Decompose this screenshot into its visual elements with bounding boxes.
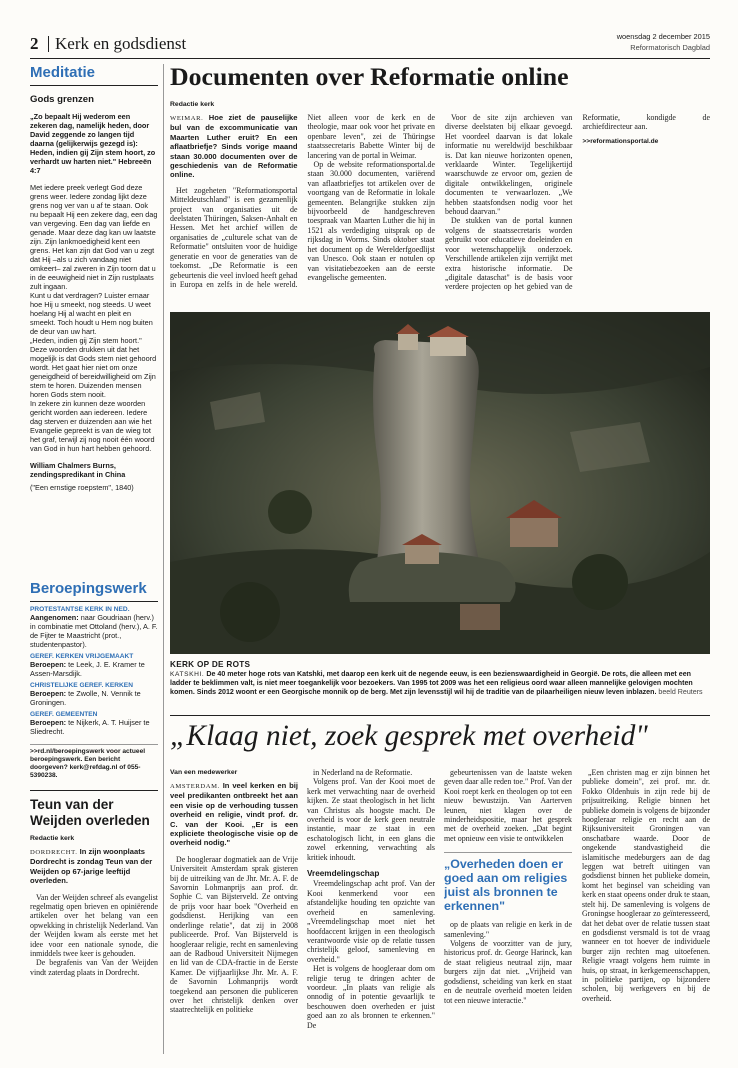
beroepingswerk-column (30, 580, 158, 780)
header-rule (30, 58, 710, 59)
klaag-pullquote: „Overheden doen er goed aan om religies juist als bronnen te erkennen" (444, 852, 572, 913)
sidebar-divider (163, 64, 164, 1054)
klaag-headline: „Klaag niet, zoek gesprek met overheid" (170, 720, 648, 752)
teun-dateline: DORDRECHT. (30, 849, 78, 856)
paragraph: Volgens de voorzitter van de jury, historicus prof. dr. George Harinck, kan de staat religieus neutraal zijn, maar burgers zijn dat niet. „Vrijheid van godsdienst, scheiding van kerk en staat en de neutrale overheid moeten leiden tot een nieuwe interactie." (444, 939, 572, 1005)
header-paper: Reformatorisch Dagblad (630, 43, 710, 52)
reformatie-byline: Redactie kerk (170, 101, 215, 108)
paragraph: „Een christen mag er zijn binnen het publieke domein", zei prof. mr. dr. Fokko Oldenhuis in zijn rede bij de prijsuitreiking. Religie binnen het publieke domein is volgens de bijzonder hoogleraar religie en recht aan de Rijksuniversiteit Groningen van onschatbare waarde. Door de ongekende standvastigheid die islamitische medeburgers aan de dag leggen wat betreft uitingen van godsdienst binnen het publieke domein, komt het beginsel van scheiding van kerk en staat opeens onder druk te staan, stelt hij. De samenleving is volgens de Groningse hoogleraar zo geïnteresseerd, dat het debat over de relatie tussen staat en godsdienst versmald is tot de vraag wanneer en tot hoever de individuele burger zijn rechten mag uitoefenen. Religie vraagt volgens hem ruimte in huis, op straat, in kerkgemeenschappen, in politieke partijen, op bijzondere scholen, bij werkgevers en bij de overheid. (582, 768, 710, 1003)
page-number: 2 (30, 34, 39, 53)
beroep-group (30, 682, 158, 707)
meditatie-column (30, 64, 158, 574)
reformatie-headline: Documenten over Reformatie online (170, 62, 569, 91)
beroep-label: Beroepen: (30, 718, 67, 727)
paragraph: Kunt u dat verdragen? Luister ernaar hoe Hij u smeekt, nog steeds. U weet hoelang Hij al wacht en pleit en smeekt. Toch houdt u Hem nog buiten de deur van uw hart. (30, 291, 153, 336)
photo-credit: beeld Reuters (658, 688, 703, 696)
church-name: GEREF. KERKEN VRIJGEMAAKT (30, 653, 134, 660)
klaag-byline: Van een medewerker (170, 769, 238, 776)
beroep-text: naar Goudriaan (herv.) in combinatie met Ottoland (herv.), A. F. de Fijter te Maastricht (prot., studentenpastor). (30, 613, 158, 649)
klaag-col-b (307, 768, 435, 1056)
meditatie-lede: „Zo bepaalt Hij wederom een zekeren dag, namelijk heden, door David zeggende zo langen tijd daarna (gelijkerwijs gezegd is): Heden, indien gij Zijn stem hoort, zo verhardt uw harten niet." Hebreeën 4:7 (30, 112, 156, 175)
header-divider (48, 36, 49, 52)
paragraph: Het zogeheten "Reformationsportal Mitteldeutschland" is een gezamenlijk project van organisaties uit de deelstaten Thüringen, Saksen-Anhalt en Hessen. Met het archief willen de organisaties de „culturele schat van de Reformatie" ontsluiten voor de huidige generatie en voor de generaties van de toekomst. „De Reformatie is een gebeurtenis die veel invloed heeft gehad in Europa en zelfs in de hele wereld. Niet alleen voor de kerk en de theologie, maar ook voor het private en openbare leven", zei de Thüringse staatssecretaris Babette Winter bij de lancering van de portal in Weimar. (170, 113, 435, 289)
beroep-text: te Zwolle, N. Vennik te Groningen. (30, 689, 141, 707)
meditatie-body (30, 183, 158, 453)
paragraph: De begrafenis van Van der Weijden vindt zaterdag plaats in Dordrecht. (30, 958, 158, 977)
beroep-label: Beroepen: (30, 660, 67, 669)
teun-headline: Teun van der Weijden overleden (30, 797, 150, 828)
meditatie-title: Gods grenzen (30, 94, 94, 105)
beroep-label: Beroepen: (30, 689, 67, 698)
photo-caption (170, 670, 710, 697)
church-name: CHRISTELIJKE GEREF. KERKEN (30, 682, 133, 689)
paragraph: De stukken van de portal kunnen volgens de staatssecretaris worden gebruikt voor educatieve doeleinden en voor wetenschappelijk onderzoek. Verschillende artikelen zijn verrijkt met extra historische informatie. De „digitale dataschat" is de basis voor verdere projecten op het gebied van de Reformatie, kondigde de archiefdirecteur aan. (445, 113, 710, 292)
meditatie-source: ("Een ernstige roepstem", 1840) (30, 483, 134, 492)
paragraph: Het is volgens de hoogleraar dom om religie terug te dringen achter de voordeur. „In plaats van religie als onnodig of in potentie gevaarlijk te beschouwen doen overheden er juist goed aan zo als bronnen te erkennen." De (307, 964, 435, 1030)
paragraph: gebeurtenissen van de laatste weken geven daar alle reden toe." Prof. Van der Kooi roept kerk en theologen op tot een nieuw bewustzijn. Van Aarterven leunen, niet klagen over de minderheidspositie, maar het gesprek met de overheid zoeken. „Dat begint met opnieuw een visie te ontwikkelen (444, 768, 572, 843)
beroepingswerk-label: Beroepingswerk (30, 580, 147, 597)
church-name: PROTESTANTSE KERK IN NED. (30, 606, 130, 613)
beroep-group (30, 653, 158, 678)
photo-location: KATSKHI. (170, 671, 205, 678)
page-header (30, 32, 710, 58)
reformatie-link[interactable]: >>reformationsportal.de (582, 137, 659, 145)
paragraph: „Heden, indien gij Zijn stem hoort." Deze woorden drukken uit dat het mogelijk is dat Gods stem niet gehoord wordt. Het gaat hier niet om onze geneigdheid of bereidwilligheid om Zijn stem te horen. Duizenden mensen horen Gods stem nooit. (30, 336, 157, 399)
klaag-lede: In veel kerken en bij veel predikanten ontbreekt het aan een visie op de verhouding tussen overheid en religie, vindt prof. dr. C. van der Kooi. „Er is een expliciete theologische visie op de overheid nodig." (170, 781, 298, 848)
reformatie-dateline: WEIMAR. (170, 115, 204, 122)
paragraph: Met iedere preek verlegt God deze grens weer. Iedere zondag lijkt deze grens nog ver van u af te staan. Ook nu bepaalt Hij een zekere dag, een dag van vergeving. Een dag van liefde en genade. Maar deze dag kan uw laatste zijn. Zijn lankmoedigheid kent een grens. Het kan zijn dat God van u zegt dat Hij –als u zich vandaag niet omkeert– zal zweren in Zijn toorn dat u in de eeuwigheid niet in Zijn rustplaats zult ingaan. (30, 183, 158, 291)
paragraph: Vreemdelingschap acht prof. Van der Kooi kenmerkend voor een afstandelijke houding ten opzichte van overheid en samenleving. „Vreemdelingschap moet niet het hoofdaccent krijgen in een theologisch verantwoorde visie op de relatie tussen christelijk geloof, samenleving en overheid." (307, 879, 435, 964)
klaag-col-a (170, 781, 298, 1056)
paragraph: op de plaats van religie en kerk in de samenleving." (444, 920, 572, 939)
paragraph: De hoogleraar dogmatiek aan de Vrije Universiteit Amsterdam sprak gisteren bij de uitreiking van de Jhr. Mr. A. F. de Savornin Lohmanprijs aan prof. dr. Sophie C. van Bijsterveld. Ze ontving de prijs voor haar boek "Overheid en godsdienst. Herijking van een onderlinge relatie", dat zij in 2008 publiceerde. Prof. Van Bijsterveld is hoogleraar religie, recht en samenleving aan de Radboud Universiteit Nijmegen en lid van de CDA-fractie in de Eerste Kamer. De vijfjaarlijkse Jhr. Mr. A. F. de Savornin Lohmanprijs wordt toegekend aan personen die publiceren over het christelijk denken over staatrechtelijk en politieke (170, 854, 298, 1015)
beroep-text: te Nijkerk, A. T. Huijser te Sliedrecht. (30, 718, 150, 736)
katskhi-pillar-illustration (170, 312, 710, 654)
paragraph: Voor de site zijn archieven van diverse deelstaten bij elkaar gevoegd. Het voordeel daarvan is dat lokale informatie nu wereldwijd beschikbaar is. Dat kan nieuwe horizonten openen, verklaarde Winter. Tegelijkertijd waarschuwde ze ervoor om, gezien de digitale ontwikkelingen, originele documenten te verwaarlozen. „We hebben staatsfondsen nodig voor het behoud daarvan." (445, 113, 573, 217)
photo-caption-text: De 40 meter hoge rots van Katshki, met daarop een kerk uit de negende eeuw, is een bezienswaardigheid in Georgië. De rots, die alleen met een ladder te beklimmen valt, is niet meer toegankelijk voor bezoekers. Van 1995 tot 2009 was het een religieus oord waar alleen mannelijke gelovigen mochten komen. Sinds 2012 woont er een Georgische monnik op de berg. Met zijn levensstijl wil hij de traditie van de pilaarheiligen nieuw leven inblazen. (170, 670, 693, 696)
reformatie-body (170, 113, 710, 298)
klaag-rule (170, 715, 710, 716)
paragraph: Op de website reformationsportal.de staan 30.000 documenten, variërend van aflaatbriefjes tot artikelen over de voortgang van de Reformatie in lokale gemeenten. Belangrijke stukken zijn bijvoorbeeld de handgeschreven toespraak van Maarten Luther die hij in 1521 als verdediging uitsprak op de rijksdag in Worms. Sinds oktober staat het document op de Werelderfgoedlijst van Unesco. Ook staan er notulen op van visitatiebezoeken aan de eerste evangelische gemeenten. (307, 160, 435, 282)
beroep-text: te Leek, J. E. Kramer te Assen-Marsdijk. (30, 660, 145, 678)
reformatie-lede: Hoe ziet de pauselijke bul van de excommunicatie van Maarten Luther eruit? En een aflaatbriefje? Sinds vorige maand staan 30.000 documenten over de geschiedenis van de Reformatie online. (170, 113, 298, 180)
klaag-col-d (582, 768, 710, 1056)
meditatie-label: Meditatie (30, 64, 96, 81)
paragraph: in Nederland na de Reformatie. (313, 768, 413, 777)
header-date: woensdag 2 december 2015 (616, 32, 710, 41)
paragraph: Volgens prof. Van der Kooi moet de kerk met verwachting naar de overheid kijken. Ze staat theologisch in het licht van Christus als hoogste macht. De overheid is voor de kerk geen neutrale instantie, maar ze staat in een eschatologisch licht, in een glans die zowel erkenning, verwachting als kritiek inhoudt. (307, 777, 435, 862)
teun-article (30, 790, 158, 1052)
klaag-subhead: Vreemdelingschap (307, 869, 380, 879)
beroep-label: Aangenomen: (30, 613, 79, 622)
meditatie-author: William Chalmers Burns, zendingspredikant in China (30, 461, 126, 479)
paragraph: Van der Weijden schreef als evangelist regelmatig open brieven en opiniërende artikelen over het belang van een opwekking in christelijk Nederland. Van der Weijden kwam als eerste met het idee voor een nationale synode, die inmiddels twee keer is gehouden. (30, 892, 158, 959)
beroepingswerk-footer[interactable]: >>rd.nl/beroepingswerk voor actueel beroepingswerk. Een bericht doorgeven? kerk@refdag.nl of 055-5390238. (30, 744, 158, 780)
church-name: GEREF. GEMEENTEN (30, 711, 98, 718)
katskhi-photo (170, 312, 710, 654)
beroep-group (30, 606, 158, 649)
section-title: Kerk en godsdienst (55, 34, 187, 53)
paragraph: In zekere zin kunnen deze woorden gericht worden aan iedereen. Iedere dag sterven er duizenden aan wie het Evangelie gepreekt is van de wieg tot het graf, terwijl zij nog nooit één woord van God in hun hart hebben gehoord. (30, 399, 155, 453)
photo-title: KERK OP DE ROTS (170, 660, 251, 669)
klaag-dateline: AMSTERDAM. (170, 783, 220, 790)
beroep-group (30, 711, 158, 736)
teun-body (30, 893, 158, 978)
klaag-col-c (444, 768, 572, 1056)
teun-byline: Redactie kerk (30, 835, 75, 842)
teun-lede: In zijn woonplaats Dordrecht is zondag Teun van der Weijden op 67-jarige leeftijd overleden. (30, 847, 153, 886)
